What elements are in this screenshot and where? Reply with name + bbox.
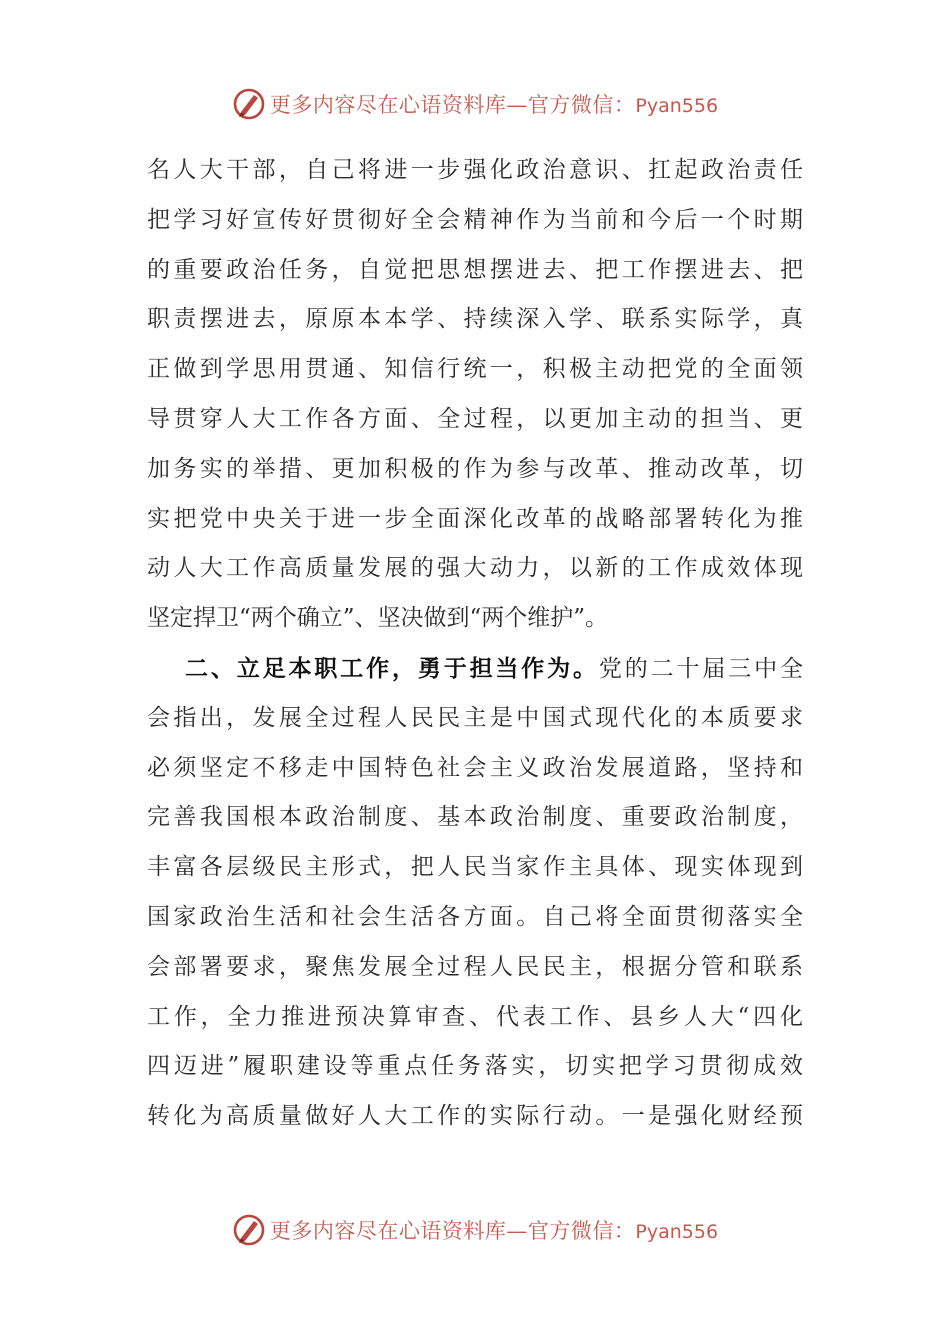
text-line: 职责摆进去，原原本本学、持续深入学、联系实际学，真 [147,306,803,333]
text-line: 丰富各层级民主形式，把人民当家作主具体、现实体现到 [147,854,803,881]
text-line: 导贯穿人大工作各方面、全过程，以更加主动的担当、更 [147,405,803,432]
section-heading: 二、立足本职工作，勇于担当作为。 [185,654,599,682]
wechat-id: Pyan556 [635,1221,719,1243]
text-line: 工作，全力推进预决算审查、代表工作、县乡人大“四化 [147,1003,803,1030]
text-line: 正做到学思用贯通、知信行统一，积极主动把党的全面领 [147,356,803,383]
text-line: 名人大干部，自己将进一步强化政治意识、扛起政治责任 [147,157,803,183]
text-line: 坚定捍卫“两个确立”、坚决做到“两个维护”。 [147,605,609,632]
header-watermark-banner [0,82,950,126]
text-line: 会指出，发展全过程人民民主是中国式现代化的本质要求 [147,704,803,731]
text-line: 动人大工作高质量发展的强大动力，以新的工作成效体现 [147,555,803,582]
wechat-id: Pyan556 [635,95,719,117]
pen-logo-icon [232,1213,266,1247]
text-line: 的重要政治任务，自觉把思想摆进去、把工作摆进去、把 [147,256,803,283]
text-line: 完善我国根本政治制度、基本政治制度、重要政治制度， [147,804,803,831]
text-line: 必须坚定不移走中国特色社会主义政治发展道路，坚持和 [147,754,803,781]
text-line: 会部署要求，聚焦发展全过程人民民主，根据分管和联系 [147,953,803,980]
pen-logo-icon [232,87,266,121]
document-body [147,146,803,1142]
footer-watermark-banner [0,1208,950,1252]
text-line: 四迈进”履职建设等重点任务落实，切实把学习贯彻成效 [147,1053,803,1080]
watermark-text: 更多内容尽在心语资料库—官方微信：Pyan556 [269,1219,719,1243]
text-run: 党的二十届三中全 [598,655,803,682]
text-line: 实把党中央关于进一步全面深化改革的战略部署转化为推 [147,505,803,532]
text-line: 国家政治生活和社会生活各方面。自己将全面贯彻落实全 [147,903,803,930]
section-heading-line [147,644,803,694]
text-line: 把学习好宣传好贯彻好全会精神作为当前和今后一个时期 [147,206,803,233]
text-line: 加务实的举措、更加积极的作为参与改革、推动改革，切 [147,455,803,482]
text-line: 转化为高质量做好人大工作的实际行动。一是强化财经预 [147,1103,803,1130]
watermark-text: 更多内容尽在心语资料库—官方微信：Pyan556 [269,93,719,117]
